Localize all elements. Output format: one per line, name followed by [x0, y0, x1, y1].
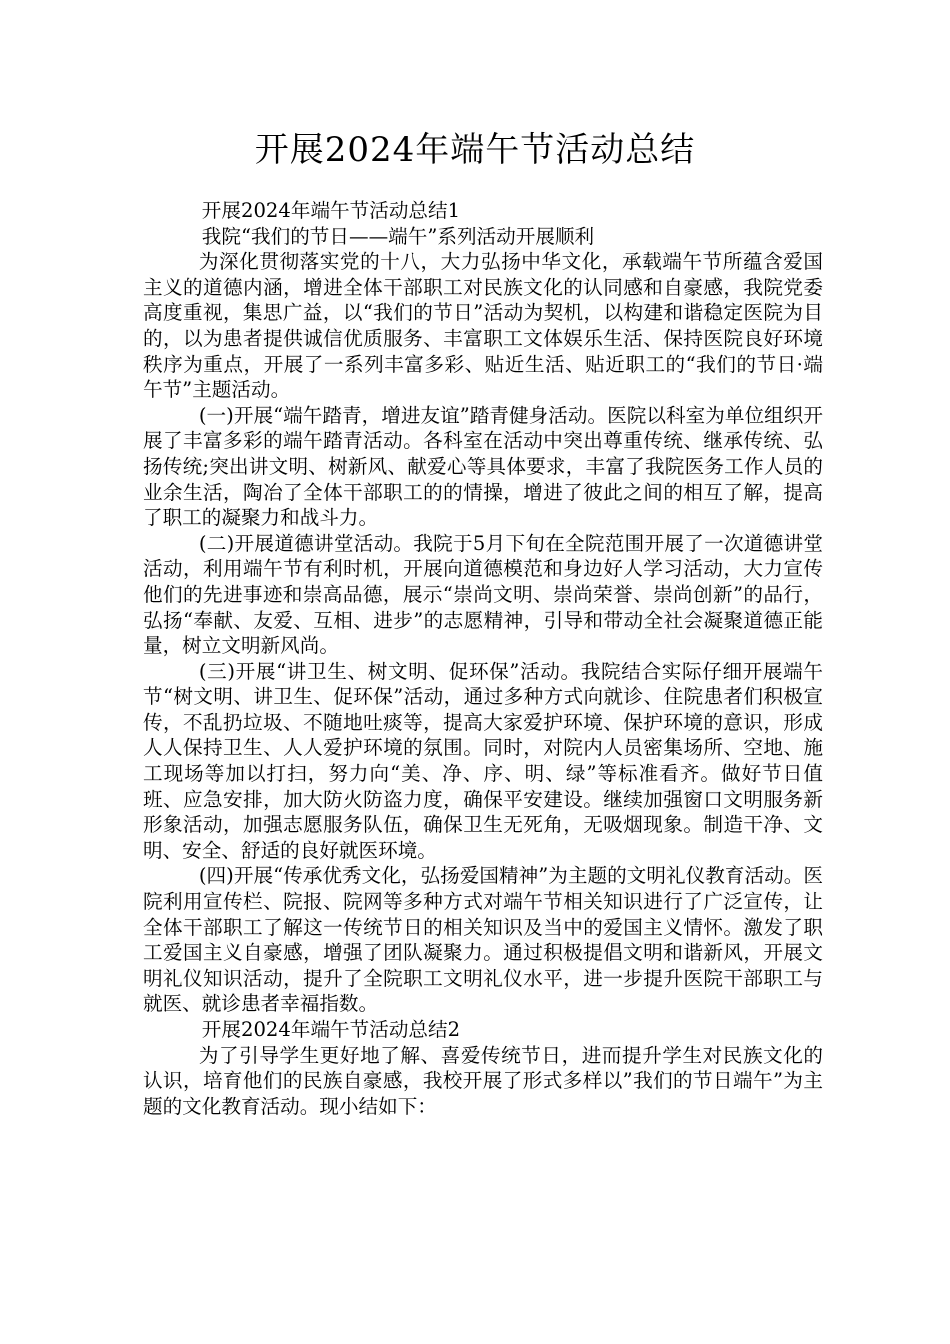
paragraph-item-2: (二)开展道德讲堂活动。我院于5月下旬在全院范围开展了一次道德讲堂活动，利用端午节有利时机，开展向道德模范和身边好人学习活动，大力宣传他们的先进事迹和崇高品德，展示“崇尚文明、崇尚荣誉、崇尚创新”的品行，弘扬“奉献、友爱、互相、进步”的志愿精神，引导和带动全社会凝聚道德正能量，树立文明新风尚。	[143, 531, 823, 658]
paragraph-item-3: (三)开展“讲卫生、树文明、促环保”活动。我院结合实际仔细开展端午节“树文明、讲卫生、促环保”活动，通过多种方式向就诊、住院患者们积极宣传，不乱扔垃圾、不随地吐痰等，提高大家爱护环境、保护环境的意识，形成人人保持卫生、人人爱护环境的氛围。同时，对院内人员密集场所、空地、施工现场等加以打扫，努力向“美、净、序、明、绿”等标准看齐。做好节日值班、应急安排，加大防火防盗力度，确保平安建设。继续加强窗口文明服务新形象活动，加强志愿服务队伍，确保卫生无死角，无吸烟现象。制造干净、文明、安全、舒适的良好就医环境。	[143, 659, 823, 862]
document-title: 开展2024年端午节活动总结	[254, 130, 696, 170]
paragraph-section-2-intro: 为了引导学生更好地了解、喜爱传统节日，进而提升学生对民族文化的认识，培育他们的民族自豪感，我校开展了形式多样以”我们的节日端午”为主题的文化教育活动。现小结如下：	[143, 1043, 823, 1118]
subtitle: 我院“我们的节日——端午”系列活动开展顺利	[201, 224, 595, 248]
section-heading-2: 开展2024年端午节活动总结2	[201, 1018, 461, 1041]
paragraph-item-1: (一)开展“端午踏青，增进友谊”踏青健身活动。医院以科室为单位组织开展了丰富多彩的端午踏青活动。各科室在活动中突出尊重传统、继承传统、弘扬传统;突出讲文明、树新风、献爱心等具体要求，丰富了我院医务工作人员的业余生活，陶冶了全体干部职工的的情操，增进了彼此之间的相互了解，提高了职工的凝聚力和战斗力。	[143, 403, 823, 530]
document-body	[143, 198, 823, 1119]
paragraph-intro: 为深化贯彻落实党的十八，大力弘扬中华文化，承载端午节所蕴含爱国主义的道德内涵，增进全体干部职工对民族文化的认同感和自豪感，我院党委高度重视，集思广益，以“我们的节日”活动为契机，以构建和谐稳定医院为目的，以为患者提供诚信优质服务、丰富职工文体娱乐生活、保持医院良好环境秩序为重点，开展了一系列丰富多彩、贴近生活、贴近职工的“我们的节日·端午节”主题活动。	[143, 250, 823, 402]
paragraph-item-4: (四)开展“传承优秀文化，弘扬爱国精神”为主题的文明礼仪教育活动。医院利用宣传栏、院报、院网等多种方式对端午节相关知识进行了广泛宣传，让全体干部职工了解这一传统节日的相关知识及当中的爱国主义情怀。激发了职工爱国主义自豪感，增强了团队凝聚力。通过积极提倡文明和谐新风，开展文明礼仪知识活动，提升了全院职工文明礼仪水平，进一步提升医院干部职工与就医、就诊患者幸福指数。	[143, 864, 823, 1016]
section-heading-1: 开展2024年端午节活动总结1	[201, 199, 461, 222]
